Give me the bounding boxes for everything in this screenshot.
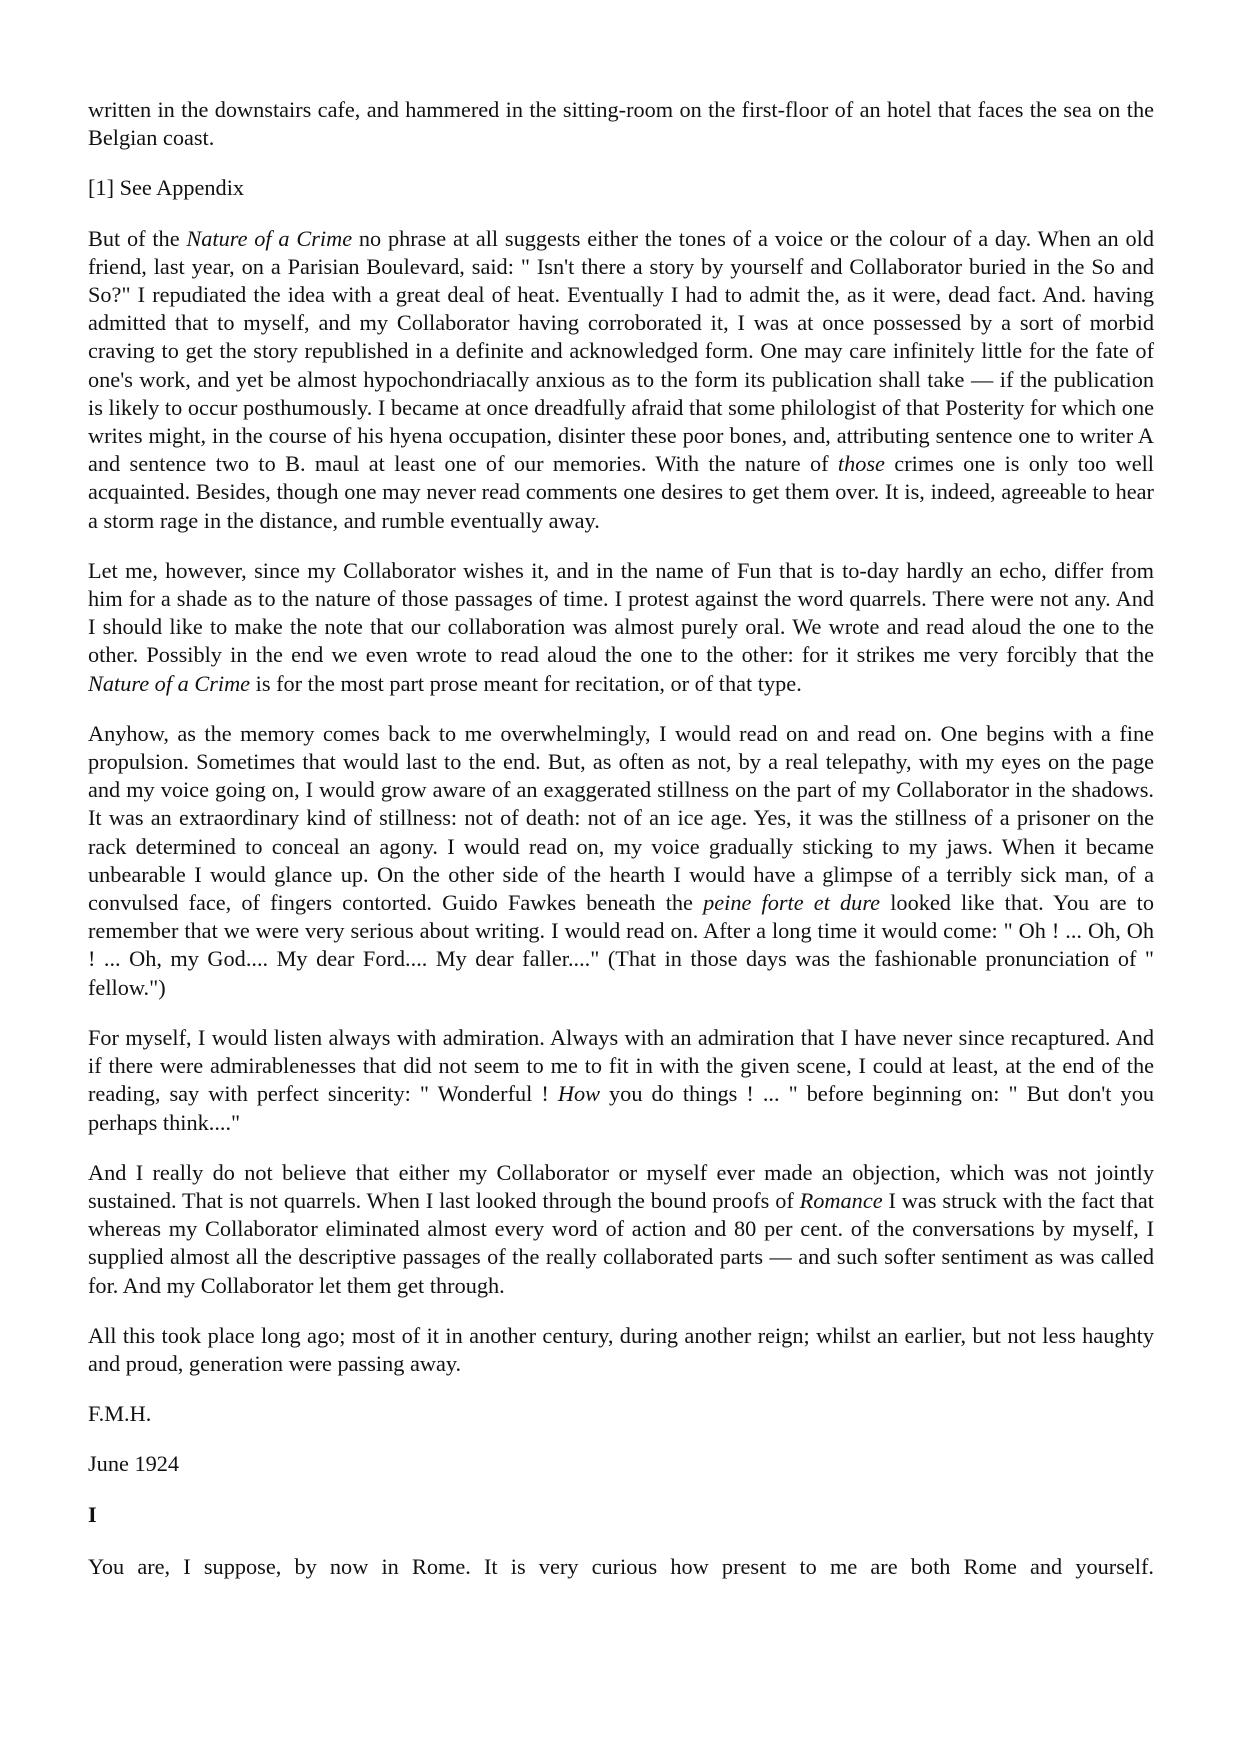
text-run: But of the	[88, 225, 187, 251]
paragraph-collaboration	[88, 557, 1154, 698]
foreign-phrase-italic: peine forte et dure	[703, 890, 881, 916]
text-run: looked like that. You are to remember that we were very serious about writing. I would read on. After a long time it would come: " Oh ! ... Oh, Oh ! ... Oh, my God.... My dear Ford.... My dear faller...." (That in those days was the fashionable pronunciation of " fellow.")	[88, 890, 1154, 1000]
paragraph-nature-of-a-crime	[88, 225, 1154, 535]
text-run: For myself, I would listen always with admiration. Always with an admiration that I have never since recaptured. And if there were admirablenesses that did not seem to me to fit in with the given scene, I could at least, at the end of the reading, say with perfect sincerity: " Wonderful !	[88, 1024, 1154, 1107]
paragraph-admiration	[88, 1024, 1154, 1137]
paragraph-objections	[88, 1159, 1154, 1300]
paragraph-cafe: written in the downstairs cafe, and hammered in the sitting-room on the first-floor of an hotel that faces the sea on the Belgian coast.	[88, 97, 1154, 151]
emphasis-italic: those	[837, 451, 885, 477]
book-title-italic: Romance	[799, 1187, 883, 1213]
text-run: crimes one is only too well acquainted. Besides, though one may never read comments one desires to get them over. It is, indeed, agreeable to hear a storm rage in the distance, and rumble eventually away.	[88, 451, 1155, 533]
text-run: no phrase at all suggests either the tones of a voice or the colour of a day. When an old friend, last year, on a Parisian Boulevard, said: " Isn't there a story by yourself and Collaborator buried in the So and So?" I repudiated the idea with a great deal of heat. Eventually I had to admit the, as it were, dead fact. And. having admitted that to myself, and my Collaborator having corroborated it, I was at once possessed by a sort of morbid craving to get the story republished in a definite and acknowledged form. One may care infinitely little for the fate of one's work, and yet be almost hypochondriacally anxious as to the form its publication shall take — if the publication is likely to occur posthumously. I became at once dreadfully afraid that some philologist of that Posterity for which one writes might, in the course of his hyena occupation, disinter these poor bones, and, attributing sentence one to writer A and sentence two to B. maul at least one of our memories. With the nature of	[88, 225, 1154, 477]
emphasis-italic: How	[557, 1081, 600, 1107]
paragraph-long-ago: All this took place long ago; most of it in another century, during another reign; whilst an earlier, but not less haughty and proud, generation were passing away.	[88, 1322, 1154, 1376]
chapter-heading: I	[88, 1501, 97, 1527]
date-line: June 1924	[88, 1451, 180, 1477]
document-page	[88, 96, 1154, 1603]
footnote-see-appendix: [1] See Appendix	[88, 175, 245, 201]
text-run: Anyhow, as the memory comes back to me overwhelmingly, I would read on and read on. One begins with a fine propulsion. Sometimes that would last to the end. But, as often as not, by a real telepathy, with my eyes on the page and my voice going on, I would grow aware of an exaggerated stillness on the part of my Collaborator in the shadows. It was an extraordinary kind of stillness: not of death: not of an ice age. Yes, it was the stillness of a prisoner on the rack determined to conceal an agony. I would read on, my voice gradually sticking to my jaws. When it became unbearable I would glance up. On the other side of the hearth I would have a glimpse of a terribly sick man, of a convulsed face, of fingers contorted. Guido Fawkes beneath the	[88, 720, 1154, 916]
signature-initials: F.M.H.	[88, 1401, 152, 1427]
text-run: Let me, however, since my Collaborator wishes it, and in the name of Fun that is to-day hardly an echo, differ from him for a shade as to the nature of those passages of time. I protest against the word quarrels. There were not any. And I should like to make the note that our collaboration was almost purely oral. We wrote and read aloud the one to the other. Possibly in the end we even wrote to read aloud the one to the other: for it strikes me very forcibly that the	[88, 557, 1154, 668]
book-title-italic: Nature of a Crime	[186, 225, 353, 251]
book-title-italic: Nature of a Crime	[88, 670, 251, 696]
text-run: is for the most part prose meant for recitation, or of that type.	[250, 670, 802, 696]
text-run: I was struck with the fact that whereas my Collaborator eliminated almost every word of action and 80 per cent. of the conversations by myself, I supplied almost all the descriptive passages of the really collaborated parts — and such softer sentiment as was called for. And my Collaborator let them get through.	[88, 1187, 1154, 1298]
paragraph-reading-aloud	[88, 720, 1154, 1002]
text-run: And I really do not believe that either my Collaborator or myself ever made an objection, which was not jointly sustained. That is not quarrels. When I last looked through the bound proofs of	[88, 1159, 1154, 1213]
paragraph-rome: You are, I suppose, by now in Rome. It is very curious how present to me are both Rome and yourself.	[88, 1553, 1154, 1579]
text-run: you do things ! ... " before beginning on: " But don't you perhaps think...."	[88, 1081, 1154, 1135]
